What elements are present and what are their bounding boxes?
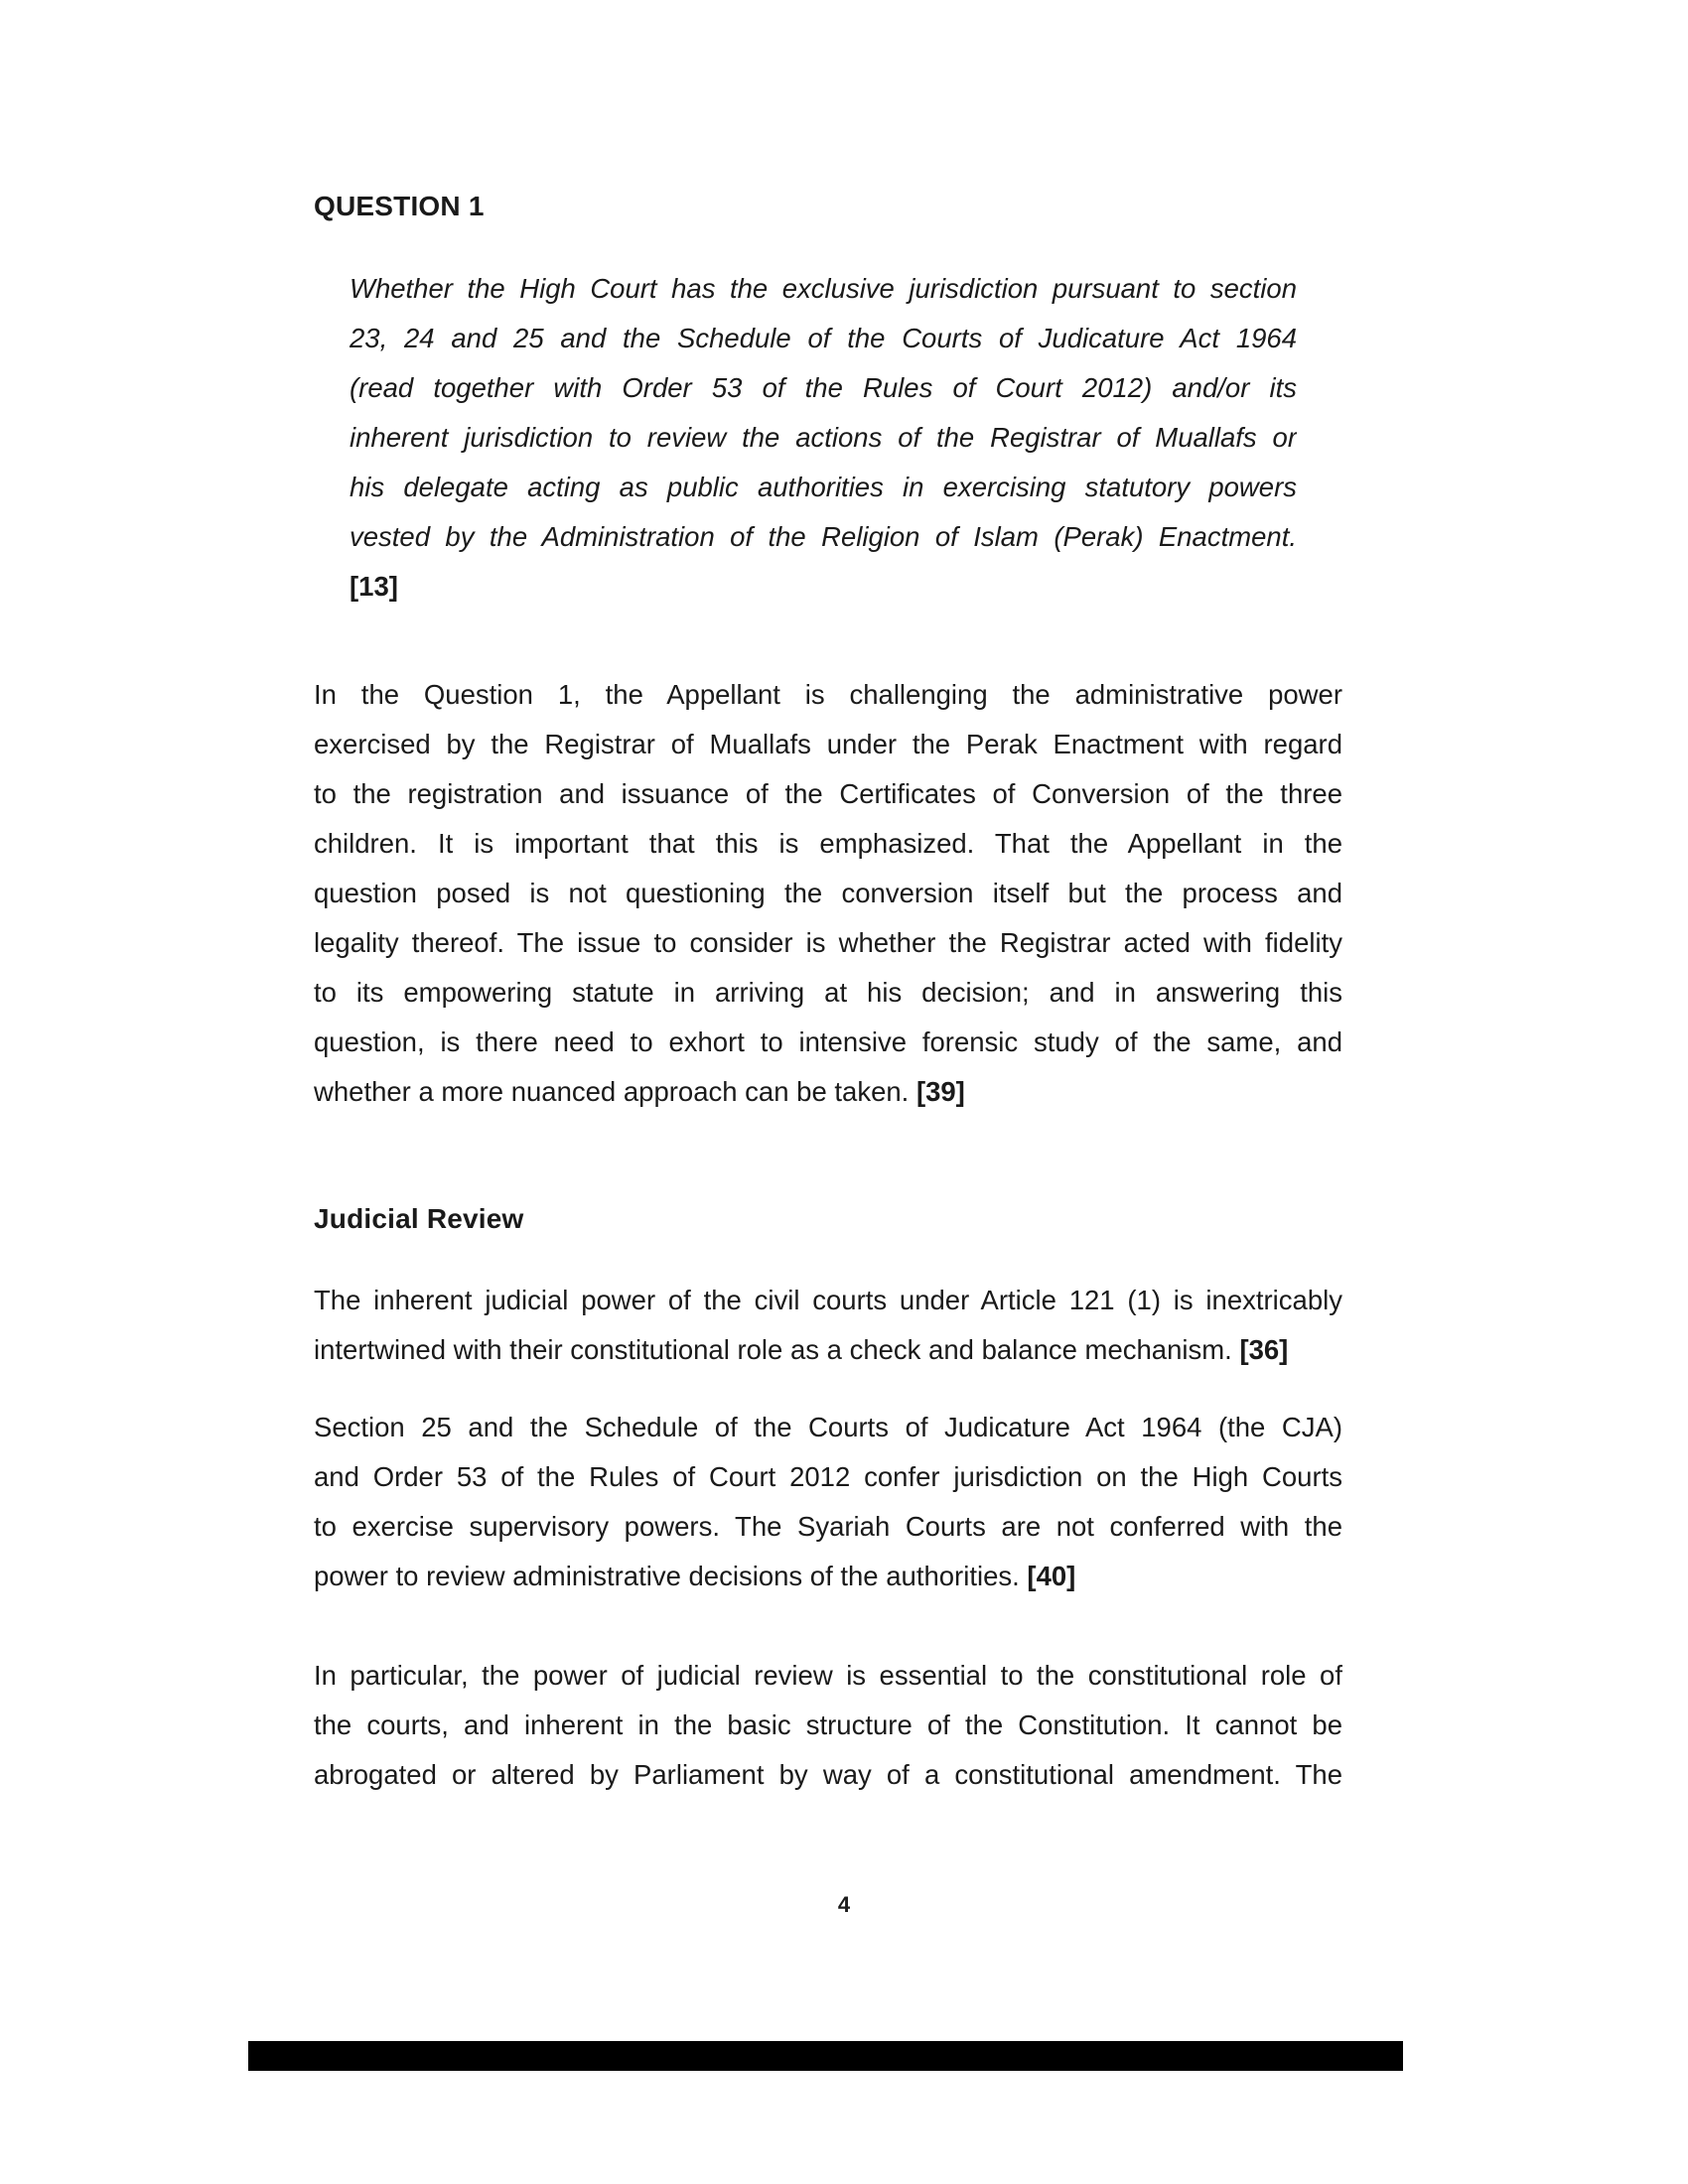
question-line: (read together with Order 53 of the Rules of Court 2012) and/or its [350,372,1297,403]
paragraph-reference: [40] [1027,1561,1076,1591]
paragraph-line: question posed is not questioning the conversion itself but the process and [314,878,1342,908]
paragraph-inherent-power [314,1276,1342,1375]
question-line: his delegate acting as public authorities in exercising statutory powers [350,472,1297,502]
paragraph-line: Section 25 and the Schedule of the Courts of Judicature Act 1964 (the CJA) [314,1412,1342,1442]
paragraph-line: power to review administrative decisions of the authorities. [40] [314,1561,1076,1591]
question-line: vested by the Administration of the Religion of Islam (Perak) Enactment. [350,521,1297,552]
paragraph-line: whether a more nuanced approach can be taken. [39] [314,1076,965,1107]
paragraph-reference: [36] [1239,1334,1289,1365]
paragraph-line: to exercise supervisory powers. The Syariah Courts are not conferred with the [314,1511,1342,1542]
paragraph-line: the courts, and inherent in the basic structure of the Constitution. It cannot be [314,1709,1342,1740]
judicial-review-heading: Judicial Review [314,1203,524,1234]
page-number: 4 [837,1892,851,1917]
paragraph-line: legality thereof. The issue to consider is whether the Registrar acted with fidelity [314,927,1342,958]
paragraph-line: In particular, the power of judicial review is essential to the constitutional role of [314,1660,1342,1691]
paragraph-line: In the Question 1, the Appellant is challenging the administrative power [314,679,1342,710]
paragraph-reference: [39] [915,1076,965,1107]
question-line: 23, 24 and 25 and the Schedule of the Courts of Judicature Act 1964 [350,323,1297,353]
paragraph-line: The inherent judicial power of the civil courts under Article 121 (1) is inextricably [314,1285,1342,1315]
paragraph-question-analysis [314,670,1342,1117]
paragraph-cja-section-25 [314,1403,1342,1601]
paragraph-line: to the registration and issuance of the Certificates of Conversion of the three [314,778,1342,809]
paragraph-line: to its empowering statute in arriving at his decision; and in answering this [314,977,1342,1008]
question-line: Whether the High Court has the exclusive jurisdiction pursuant to section [350,273,1297,304]
paragraph-reference: [13] [350,571,398,602]
question-text [350,264,1297,612]
paragraph-line: exercised by the Registrar of Muallafs under the Perak Enactment with regard [314,729,1342,759]
paragraph-line: intertwined with their constitutional role as a check and balance mechanism. [36] [314,1334,1289,1365]
paragraph-line: and Order 53 of the Rules of Court 2012 confer jurisdiction on the High Courts [314,1461,1342,1492]
paragraph-line: children. It is important that this is emphasized. That the Appellant in the [314,828,1342,859]
footer-bar [248,2041,1403,2071]
paragraph-line: abrogated or altered by Parliament by way of a constitutional amendment. The [314,1759,1342,1790]
paragraph-line: question, is there need to exhort to intensive forensic study of the same, and [314,1026,1342,1057]
question-line: inherent jurisdiction to review the actions of the Registrar of Muallafs or [350,422,1297,453]
question-heading: QUESTION 1 [314,191,485,221]
paragraph-judicial-review-power [314,1651,1342,1800]
